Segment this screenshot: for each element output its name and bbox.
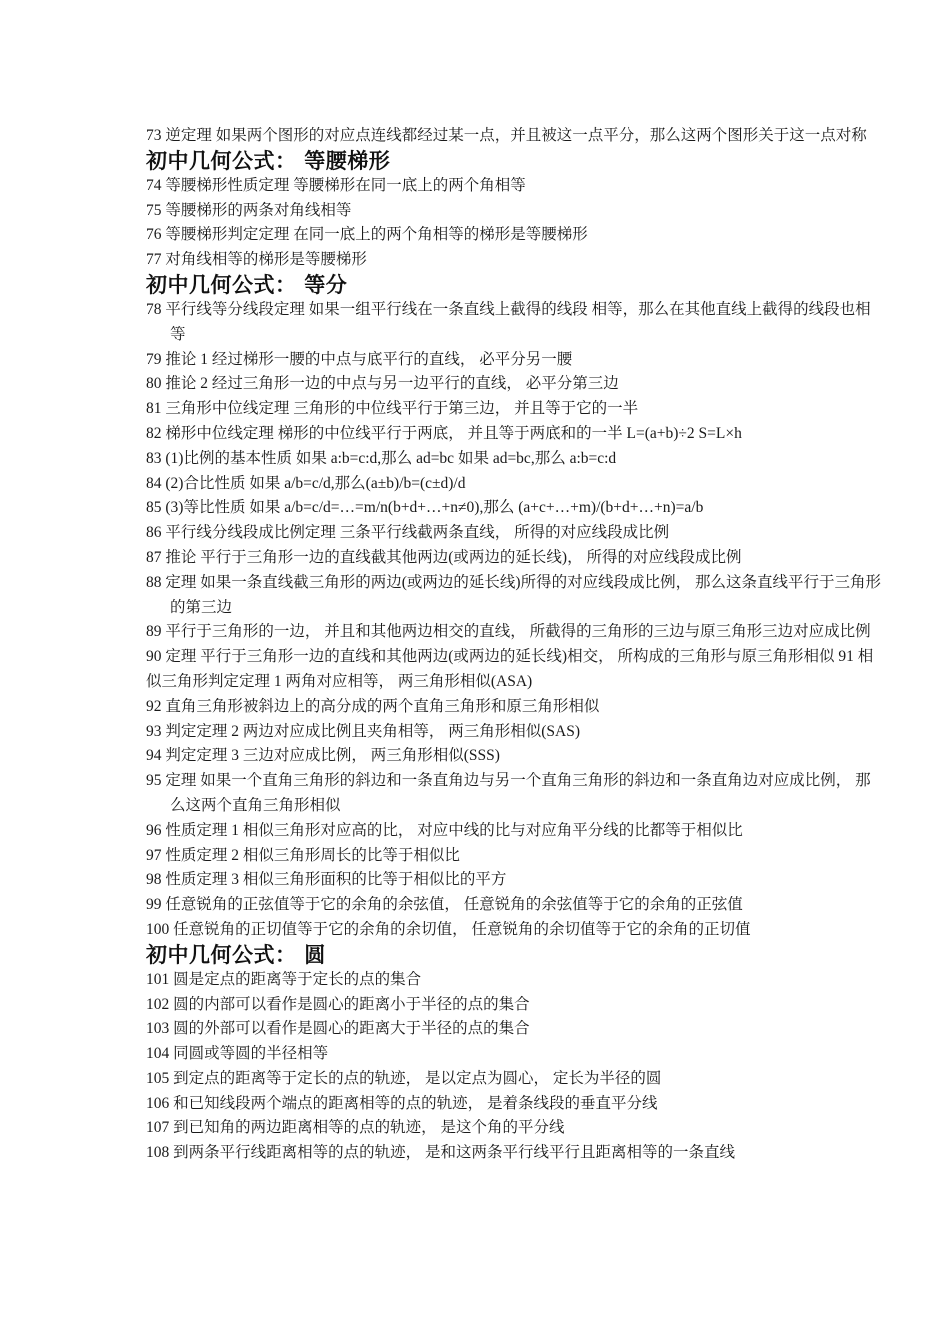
list-item: 78 平行线等分线段定理 如果一组平行线在一条直线上截得的线段 相等，那么在其他直线上截得的线段也相等 bbox=[146, 300, 871, 343]
list-item: 100 任意锐角的正切值等于它的余角的余切值， 任意锐角的余切值等于它的余角的正切值 bbox=[146, 920, 751, 938]
list-item: 89 平行于三角形的一边， 并且和其他两边相交的直线， 所截得的三角形的三边与原三角形三边对应成比例 bbox=[146, 623, 871, 641]
section-heading: 初中几何公式： 圆 bbox=[146, 942, 326, 967]
list-item: 77 对角线相等的梯形是等腰梯形 bbox=[146, 251, 367, 269]
section-equal-division bbox=[146, 273, 881, 943]
list-item: 85 (3)等比性质 如果 a/b=c/d=…=m/n(b+d+…+n≠0),那么 (a+c+…+m)/(b+d+…+n)=a/b bbox=[146, 499, 704, 517]
list-item: 95 定理 如果一个直角三角形的斜边和一条直角边与另一个直角三角形的斜边和一条直角边对应成比例， 那么这两个直角三角形相似 bbox=[146, 772, 871, 814]
list-item: 104 同圆或等圆的半径相等 bbox=[146, 1045, 329, 1063]
list-item: 80 推论 2 经过三角形一边的中点与另一边平行的直线， 必平分第三边 bbox=[146, 375, 619, 393]
section-intro bbox=[146, 124, 881, 149]
list-item: 79 推论 1 经过梯形一腰的中点与底平行的直线， 必平分另一腰 bbox=[146, 350, 573, 368]
list-item: 105 到定点的距离等于定长的点的轨迹， 是以定点为圆心， 定长为半径的圆 bbox=[146, 1069, 662, 1087]
list-item: 106 和已知线段两个端点的距离相等的点的轨迹， 是着条线段的垂直平分线 bbox=[146, 1094, 658, 1112]
list-item: 103 圆的外部可以看作是圆心的距离大于半径的点的集合 bbox=[146, 1020, 530, 1038]
list-item: 90 定理 平行于三角形一边的直线和其他两边(或两边的延长线)相交， 所构成的三角形与原三角形相似 91 相似三角形判定定理 1 两角对应相等， 两三角形相似(ASA) bbox=[146, 648, 874, 690]
document-page bbox=[146, 124, 881, 1166]
section-heading: 初中几何公式： 等分 bbox=[146, 272, 348, 297]
list-item: 97 性质定理 2 相似三角形周长的比等于相似比 bbox=[146, 846, 460, 864]
list-item: 96 性质定理 1 相似三角形对应高的比， 对应中线的比与对应角平分线的比都等于相似比 bbox=[146, 821, 743, 839]
list-item: 99 任意锐角的正弦值等于它的余角的余弦值， 任意锐角的余弦值等于它的余角的正弦值 bbox=[146, 896, 743, 914]
list-item: 94 判定定理 3 三边对应成比例， 两三角形相似(SSS) bbox=[146, 747, 500, 765]
section-circle bbox=[146, 943, 881, 1166]
list-item: 102 圆的内部可以看作是圆心的距离小于半径的点的集合 bbox=[146, 995, 530, 1013]
list-item: 98 性质定理 3 相似三角形面积的比等于相似比的平方 bbox=[146, 871, 507, 889]
list-item: 76 等腰梯形判定定理 在同一底上的两个角相等的梯形是等腰梯形 bbox=[146, 226, 588, 244]
list-item: 82 梯形中位线定理 梯形的中位线平行于两底， 并且等于两底和的一半 L=(a+b)÷2 S=L×h bbox=[146, 424, 742, 442]
list-item: 88 定理 如果一条直线截三角形的两边(或两边的延长线)所得的对应线段成比例， 那么这条直线平行于三角形的第三边 bbox=[146, 573, 881, 616]
list-item: 84 (2)合比性质 如果 a/b=c/d,那么(a±b)/b=(c±d)/d bbox=[146, 474, 466, 492]
section-heading: 初中几何公式： 等腰梯形 bbox=[146, 148, 391, 173]
list-item: 81 三角形中位线定理 三角形的中位线平行于第三边， 并且等于它的一半 bbox=[146, 400, 639, 418]
list-item: 73 逆定理 如果两个图形的对应点连线都经过某一点，并且被这一点平分，那么这两个图形关于这一点对称 bbox=[146, 127, 867, 144]
list-item: 74 等腰梯形性质定理 等腰梯形在同一底上的两个角相等 bbox=[146, 176, 526, 194]
list-item: 75 等腰梯形的两条对角线相等 bbox=[146, 201, 352, 219]
list-item: 92 直角三角形被斜边上的高分成的两个直角三角形和原三角形相似 bbox=[146, 697, 600, 715]
list-item: 87 推论 平行于三角形一边的直线截其他两边(或两边的延长线)， 所得的对应线段成比例 bbox=[146, 548, 742, 566]
list-item: 107 到已知角的两边距离相等的点的轨迹， 是这个角的平分线 bbox=[146, 1119, 565, 1137]
list-item: 93 判定定理 2 两边对应成比例且夹角相等， 两三角形相似(SAS) bbox=[146, 722, 581, 740]
section-isosceles-trapezoid bbox=[146, 149, 881, 273]
list-item: 101 圆是定点的距离等于定长的点的集合 bbox=[146, 970, 422, 988]
list-item: 86 平行线分线段成比例定理 三条平行线截两条直线， 所得的对应线段成比例 bbox=[146, 524, 670, 542]
list-item: 108 到两条平行线距离相等的点的轨迹， 是和这两条平行线平行且距离相等的一条直线 bbox=[146, 1144, 736, 1162]
list-item: 83 (1)比例的基本性质 如果 a:b=c:d,那么 ad=bc 如果 ad=bc,那么 a:b=c:d bbox=[146, 449, 617, 467]
